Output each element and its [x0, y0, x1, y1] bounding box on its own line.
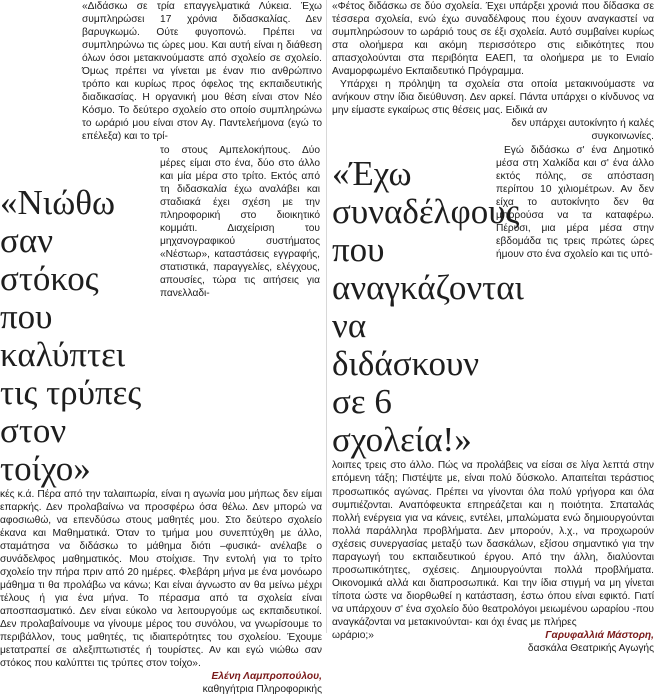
- right-narrow-paragraph-1: δεν υπάρχει αυτοκίνητο ή καλές συγκοινωνίες.: [511, 118, 654, 143]
- right-article-column: [332, 0, 654, 655]
- left-paragraph-final: κές κ.ά. Πέρα από την ταλαιπωρία, είναι η αγωνία μου μήπως δεν είμαι επαρκής. Δεν προλαβαίνω να προσφέρω όσα θέλω. Δεν μπορώ να αφοσιωθώ, να επενδύσω στους μαθητές μου. Στο δεύτερο σχολείο έκανα και Μαθηματικά. Όταν το τμήμα μου συνεπτύχθη με άλλο, σταμάτησα να διδάσκω το μάθημα διότι –φυσικά- ανέλαβε ο συνάδελφος μαθηματικός. Μου στοίχισε. Την εντολή για το τρίτο σχολείο την πήρα πριν από 20 ημέρες. Φλεβάρη μήνα με ένα μονόωρο μάθημα τι θα προλάβω να κάνω; Και είναι άγνωστο αν θα μείνω μέχρι τέλους ή για ένα μήνα. Το πέρασμα από τα σχολεία είναι αποσπασματικό. Δεν είναι εύκολο να λειτουργούμε ως εκπαιδευτικοί. Δεν προλαβαίνουμε να γίνουμε μέρος του συνόλου, να γνωρίσουμε το περιβάλλον, τους μαθητές, τις ιδιαιτερότητες του σχολείου. Έχουμε μετατραπεί σε αλεξιπτωτιστές ή τουρίστες. Αν και εγώ νιώθω σαν στόκος που καλύπτει τις τρύπες στον τοίχο».: [0, 488, 322, 670]
- left-narrow-text: [160, 144, 320, 301]
- left-paragraph-1: «Διδάσκω σε τρία επαγγελματικά Λύκεια. Έχω συμπληρώσει 17 χρόνια διδασκαλίας. Δεν βαρυγκωμώ. Ούτε φυγοπονώ. Πρέπει να συμπληρώνω τις ώρες μου. Και αυτή είναι η διάθεση όλων όσοι μετακινούμαστε από σχολείο σε σχολείο. Όμως πρέπει να γίνεται με έναν πιο ανθρώπινο τρόπο και κυρίως προς όφελος της εκπαιδευτικής διαδικασίας. Η οργανική μου θέση είναι στον Νέο Κόσμο. Το δεύτερο σχολείο στο οποίο συμπληρώνω το ωράριό μου είναι στον Αγ. Παντελεήμονα (εγώ το επέλεξα) και το τρί-: [82, 1, 322, 143]
- right-closing-line: [332, 629, 654, 642]
- right-narrow-text: [496, 117, 654, 261]
- right-last-word: ωράριο;»: [332, 630, 374, 642]
- right-author-name: Γαρυφαλλιά Μάστορη,: [545, 630, 654, 642]
- left-intro-text: [0, 0, 322, 144]
- column-divider: [326, 0, 327, 633]
- right-narrow-paragraph-2: Εγώ διδάσκω σ' ένα Δημοτικό μέσα στη Χαλκίδα και σ' ένα άλλο εκτός πόλης, σε απόσταση περίπου 10 χιλιομέτρων. Αν δεν είχα το αυτοκίνητο δεν θα μπορούσα να τα καταφέρω. Πέρυσι, μια μέρα μέσα στην εβδομάδα τις τρεις πρώτες ώρες ήμουν στο ένα σχολείο και τις υπό-: [496, 144, 654, 260]
- left-author-role: καθηγήτρια Πληροφορικής: [202, 684, 322, 696]
- left-article-column: [0, 0, 322, 696]
- left-pull-quote: «Νιώθω σαν στόκος που καλύπτει τις τρύπες στον τοίχο»: [0, 182, 142, 488]
- left-author-name: Ελένη Λαμπροπούλου,: [211, 671, 322, 683]
- right-bottom-text: [332, 459, 654, 629]
- left-narrow-paragraph: το στους Αμπελοκήπους. Δύο μέρες είμαι στο ένα, δύο στο άλλο και μία μέρα στο τρίτο. Εκτός από τη διδασκαλία έχω αναλάβει και σταδιακά έχει σχέση με την πληροφορική στο διοικητικό κομμάτι. Διαχείριση του μηχανογραφικού συστήματος «Νέστωρ», καταστάσεις εγγραφής, στατιστικά, παραγγελίες, ελέγχους, απουσίες, τώρα τις αιτήσεις για πανελλαδι-: [160, 144, 320, 300]
- left-bottom-text: [0, 488, 322, 671]
- right-paragraph-1: «Φέτος διδάσκω σε δύο σχολεία. Έχει υπάρξει χρονιά που δίδασκα σε τέσσερα σχολεία, ενώ έχω συναδέλφους που έχουν αναγκαστεί να συμπληρώσουν το ωράριό τους σε έξι σχολεία. Αυτό συμβαίνει κυρίως στα ολοήμερα και ακόμη περισσότερο στις ειδικότητες που απασχολούνται στα περιβόητα ΕΑΕΠ, τα ολοήμερα με το Ενιαίο Αναμορφωμένο Εκπαιδευτικό Πρόγραμμα.: [332, 1, 654, 78]
- right-pull-quote: «Έχω συναδέλφους που αναγκάζονται να διδάσκουν σε 6 σχολεία!»: [332, 154, 524, 460]
- left-quote-block: [0, 144, 322, 488]
- right-intro-text: [332, 0, 654, 117]
- right-author-role: δασκάλα Θεατρικής Αγωγής: [527, 643, 654, 655]
- left-signature: [0, 670, 322, 696]
- right-signature: [332, 642, 654, 655]
- right-paragraph-final: λοιπες τρεις στο άλλο. Πώς να προλάβεις να είσαι σε λίγα λεπτά στην επόμενη τάξη; Πιστέψτε με, είναι πολύ δύσκολο. Απαιτείται τεράστιος προσωπικός αγώνας. Πρέπει να γίνονται όλα πολύ γρήγορα και όλα συμπιέζονται. Αναπόφευκτα επηρεάζεται και η ποιότητα. Σπαταλάς πολλή ενέργεια για να κάνεις, εντέλει, μπαλώματα ενώ δημιουργούνται πολλά παράλληλα προβλήματα. Δεν μπορούν, λ.χ., να προχωρούν σχέσεις συνεργασίας μεταξύ των δασκάλων, εξίσου σημαντικό για την παραγωγή του εκπαιδευτικού έργου. Από την άλλη, διαλύονται προσωπικότητες, σχέσεις. Δημιουργούνται πολλά προβλήματα. Οικονομικά αλλά και διαπροσωπικά. Και την ίδια στιγμή να μη γίνεται τίποτα ώστε να διορθωθεί η κατάσταση, έστω όπου είναι εφικτό. Γιατί να υπάρχουν σ' ένα σχολείο δύο θεατρολόγοι μειωμένου ωραρίου -που αναγκάζονται να μετακινούνται- και όχι ένας με πλήρες: [332, 460, 654, 628]
- right-quote-block: [332, 117, 654, 459]
- right-paragraph-2: Υπάρχει η πρόληψη τα σχολεία στα οποία μετακινούμαστε να ανήκουν στην ίδια διεύθυνση. Δεν αρκεί. Πάντα υπάρχει ο κίνδυνος να μην είμαστε εγκαίρως στις θέσεις μας. Ειδικά αν: [332, 79, 654, 117]
